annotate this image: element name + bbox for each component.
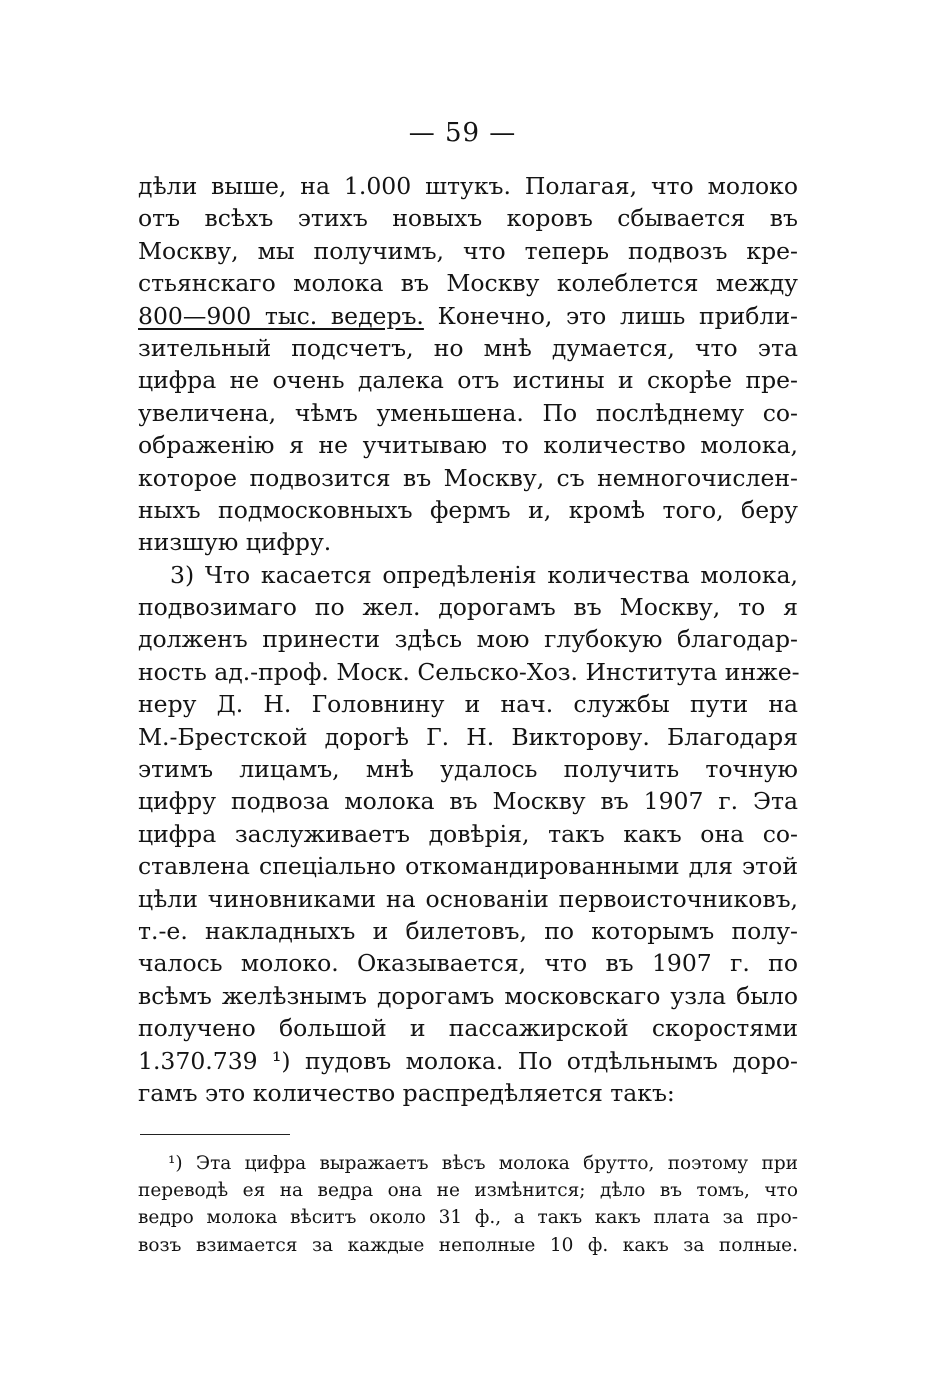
footnote	[138, 1150, 798, 1259]
text-line: всѣмъ желѣзнымъ дорогамъ московскаго узла было	[138, 981, 798, 1010]
underlined-phrase: 800—900 тыс. ведеръ.	[138, 301, 424, 330]
text-line: цѣли чиновниками на основаніи первоисточниковъ,	[138, 884, 798, 913]
text-line: которое подвозится въ Москву, съ немногочислен-	[138, 463, 798, 492]
text-line: цифра заслуживаетъ довѣрія, такъ какъ она со-	[138, 819, 798, 848]
text-line: ность ад.-проф. Моск. Сельско-Хоз. Института инже-	[138, 657, 800, 686]
text-line: 3) Что касается опредѣленія количества молока,	[170, 560, 798, 589]
text-line: цифра не очень далека отъ истины и скорѣе пре-	[138, 366, 798, 395]
text-line: низшую цифру.	[138, 528, 332, 557]
footnote-line: переводѣ ея на ведра она не измѣнится; дѣло въ томъ, что	[138, 1180, 798, 1202]
text-line: ныхъ подмосковныхъ фермъ и, кромѣ того, беру	[138, 495, 798, 524]
text-line: дѣли выше, на 1.000 штукъ. Полагая, что молоко	[138, 172, 798, 200]
text-line: подвозимаго по жел. дорогамъ въ Москву, то я	[138, 593, 798, 622]
main-text	[138, 170, 798, 1109]
text-line-rest: Конечно, это лишь прибли-	[423, 301, 798, 330]
text-line: неру Д. Н. Головнину и нач. службы пути на	[138, 690, 798, 719]
text-line: ставлена спеціально откомандированными для этой	[138, 852, 798, 881]
footnote-line: возъ взимается за каждые неполные 10 ф. какъ за полные.	[138, 1234, 798, 1256]
text-line: М.-Брестской дорогѣ Г. Н. Викторову. Благодаря	[138, 722, 798, 751]
text-line: стьянскаго молока въ Москву колеблется между	[138, 269, 798, 298]
text-line: гамъ это количество распредѣляется такъ:	[138, 1078, 675, 1107]
text-line: зительный подсчетъ, но мнѣ думается, что эта	[138, 333, 798, 362]
text-line: чалось молоко. Оказывается, что въ 1907 г. по	[138, 949, 798, 978]
page-number: — 59 —	[408, 118, 517, 148]
text-line: ображенію я не учитываю то количество молока,	[138, 431, 798, 460]
text-line: этимъ лицамъ, мнѣ удалось получить точную	[138, 755, 798, 784]
text-line: т.-е. накладныхъ и билетовъ, по которымъ полу-	[138, 916, 798, 945]
footnote-divider	[140, 1134, 290, 1135]
footnote-line: ¹) Эта цифра выражаетъ вѣсъ молока брутто, поэтому при	[168, 1153, 798, 1174]
text-line: Москву, мы получимъ, что теперь подвозъ кре-	[138, 236, 798, 265]
text-line: увеличена, чѣмъ уменьшена. По послѣднему со-	[138, 398, 798, 427]
text-line: 1.370.739 ¹) пудовъ молока. По отдѣльнымъ доро-	[138, 1046, 798, 1075]
text-line: долженъ принести здѣсь мою глубокую благодар-	[138, 625, 798, 654]
text-line	[138, 300, 798, 332]
footnote-line: ведро молока вѣситъ около 31 ф., а такъ какъ плата за про-	[138, 1207, 798, 1229]
text-line: получено большой и пассажирской скоростями	[138, 1014, 798, 1043]
text-line: цифру подвоза молока въ Москву въ 1907 г. Эта	[138, 787, 798, 816]
text-line: отъ всѣхъ этихъ новыхъ коровъ сбывается въ	[138, 204, 798, 233]
